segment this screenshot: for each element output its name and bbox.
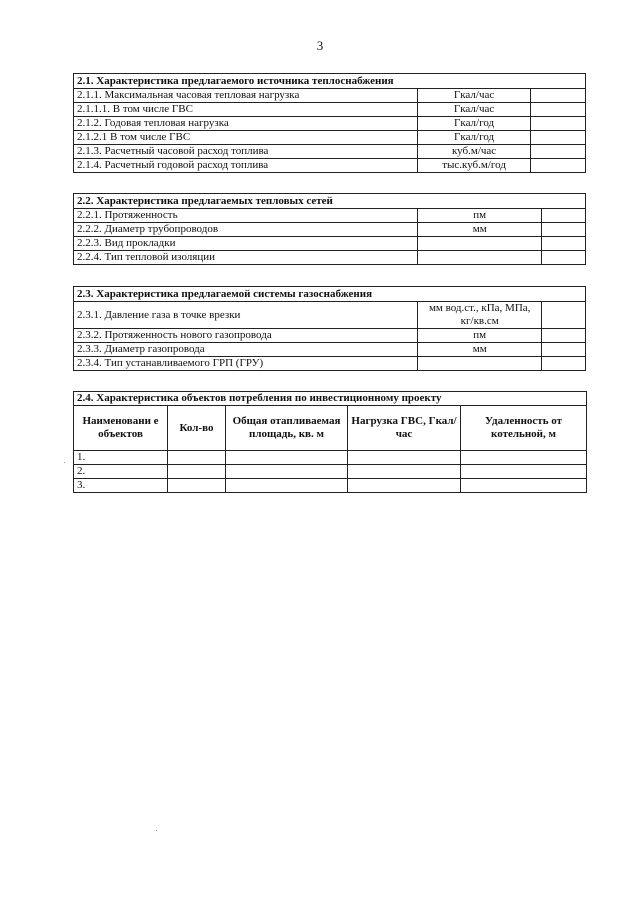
- value-cell[interactable]: [542, 329, 586, 343]
- row-unit: Гкал/год: [418, 117, 530, 131]
- value-cell[interactable]: [530, 89, 585, 103]
- table-row: [74, 117, 586, 131]
- value-cell[interactable]: [348, 479, 461, 493]
- table-row: [74, 302, 586, 329]
- table-row: [74, 479, 587, 493]
- row-unit: мм: [418, 223, 542, 237]
- column-header: Общая отапливаемая площадь, кв. м: [226, 406, 348, 451]
- table-row: [74, 237, 586, 251]
- value-cell[interactable]: [226, 479, 348, 493]
- header-row: [74, 406, 587, 451]
- row-label: 2.3.1. Давление газа в точке врезки: [74, 302, 418, 329]
- table-row: [74, 89, 586, 103]
- row-label: 2.2.1. Протяженность: [74, 209, 418, 223]
- heat-source-table: [73, 73, 586, 173]
- row-unit: [418, 357, 542, 371]
- table-row: [74, 145, 586, 159]
- consumers-table: [73, 391, 587, 493]
- row-unit: тыс.куб.м/год: [418, 159, 530, 173]
- row-unit: Гкал/год: [418, 131, 530, 145]
- row-unit: Гкал/час: [418, 89, 530, 103]
- row-number: 1.: [74, 451, 168, 465]
- scan-speck: [64, 462, 65, 463]
- page-number: 3: [316, 38, 324, 53]
- row-label: 2.1.2. Годовая тепловая нагрузка: [74, 117, 418, 131]
- section-title: 2.3. Характеристика предлагаемой системы газоснабжения: [74, 287, 586, 302]
- value-cell[interactable]: [530, 117, 585, 131]
- row-unit: пм: [418, 209, 542, 223]
- table-row: [74, 343, 586, 357]
- value-cell[interactable]: [542, 302, 586, 329]
- table-row: [74, 209, 586, 223]
- row-label: 2.1.1.1. В том числе ГВС: [74, 103, 418, 117]
- row-label: 2.1.4. Расчетный годовой расход топлива: [74, 159, 418, 173]
- value-cell[interactable]: [542, 237, 586, 251]
- row-label: 2.2.2. Диаметр трубопроводов: [74, 223, 418, 237]
- value-cell[interactable]: [348, 451, 461, 465]
- heat-networks-table: [73, 193, 586, 265]
- table-row: [74, 465, 587, 479]
- value-cell[interactable]: [168, 479, 226, 493]
- row-label: 2.3.4. Тип устанавливаемого ГРП (ГРУ): [74, 357, 418, 371]
- value-cell[interactable]: [542, 223, 586, 237]
- row-number: 3.: [74, 479, 168, 493]
- row-unit: мм вод.ст., кПа, МПа, кг/кв.см: [418, 302, 542, 329]
- value-cell[interactable]: [226, 465, 348, 479]
- value-cell[interactable]: [530, 159, 585, 173]
- row-number: 2.: [74, 465, 168, 479]
- table-row: [74, 223, 586, 237]
- scan-speck: [156, 830, 157, 831]
- column-header: Кол-во: [168, 406, 226, 451]
- row-label: 2.1.3. Расчетный часовой расход топлива: [74, 145, 418, 159]
- column-header: Нагрузка ГВС, Гкал/час: [348, 406, 461, 451]
- value-cell[interactable]: [542, 343, 586, 357]
- row-unit: [418, 251, 542, 265]
- row-label: 2.1.2.1 В том числе ГВС: [74, 131, 418, 145]
- table-row: [74, 357, 586, 371]
- row-label: 2.2.3. Вид прокладки: [74, 237, 418, 251]
- row-label: 2.2.4. Тип тепловой изоляции: [74, 251, 418, 265]
- row-label: 2.3.2. Протяженность нового газопровода: [74, 329, 418, 343]
- value-cell[interactable]: [461, 465, 587, 479]
- value-cell[interactable]: [542, 209, 586, 223]
- row-unit: куб.м/час: [418, 145, 530, 159]
- value-cell[interactable]: [461, 451, 587, 465]
- value-cell[interactable]: [168, 451, 226, 465]
- section-title: 2.1. Характеристика предлагаемого источника теплоснабжения: [74, 74, 586, 89]
- row-unit: Гкал/час: [418, 103, 530, 117]
- value-cell[interactable]: [542, 357, 586, 371]
- table-row: [74, 451, 587, 465]
- section-title: 2.4. Характеристика объектов потребления по инвестиционному проекту: [74, 392, 587, 406]
- table-row: [74, 159, 586, 173]
- row-label: 2.3.3. Диаметр газопровода: [74, 343, 418, 357]
- value-cell[interactable]: [461, 479, 587, 493]
- value-cell[interactable]: [348, 465, 461, 479]
- value-cell[interactable]: [530, 145, 585, 159]
- value-cell[interactable]: [530, 131, 585, 145]
- value-cell[interactable]: [226, 451, 348, 465]
- table-row: [74, 251, 586, 265]
- table-row: [74, 329, 586, 343]
- gas-supply-table: [73, 286, 586, 371]
- table-row: [74, 103, 586, 117]
- row-unit: [418, 237, 542, 251]
- row-label: 2.1.1. Максимальная часовая тепловая нагрузка: [74, 89, 418, 103]
- table-row: [74, 131, 586, 145]
- value-cell[interactable]: [168, 465, 226, 479]
- row-unit: мм: [418, 343, 542, 357]
- column-header: Наименовани е объектов: [74, 406, 168, 451]
- value-cell[interactable]: [542, 251, 586, 265]
- section-title: 2.2. Характеристика предлагаемых тепловых сетей: [74, 194, 586, 209]
- row-unit: пм: [418, 329, 542, 343]
- value-cell[interactable]: [530, 103, 585, 117]
- column-header: Удаленность от котельной, м: [461, 406, 587, 451]
